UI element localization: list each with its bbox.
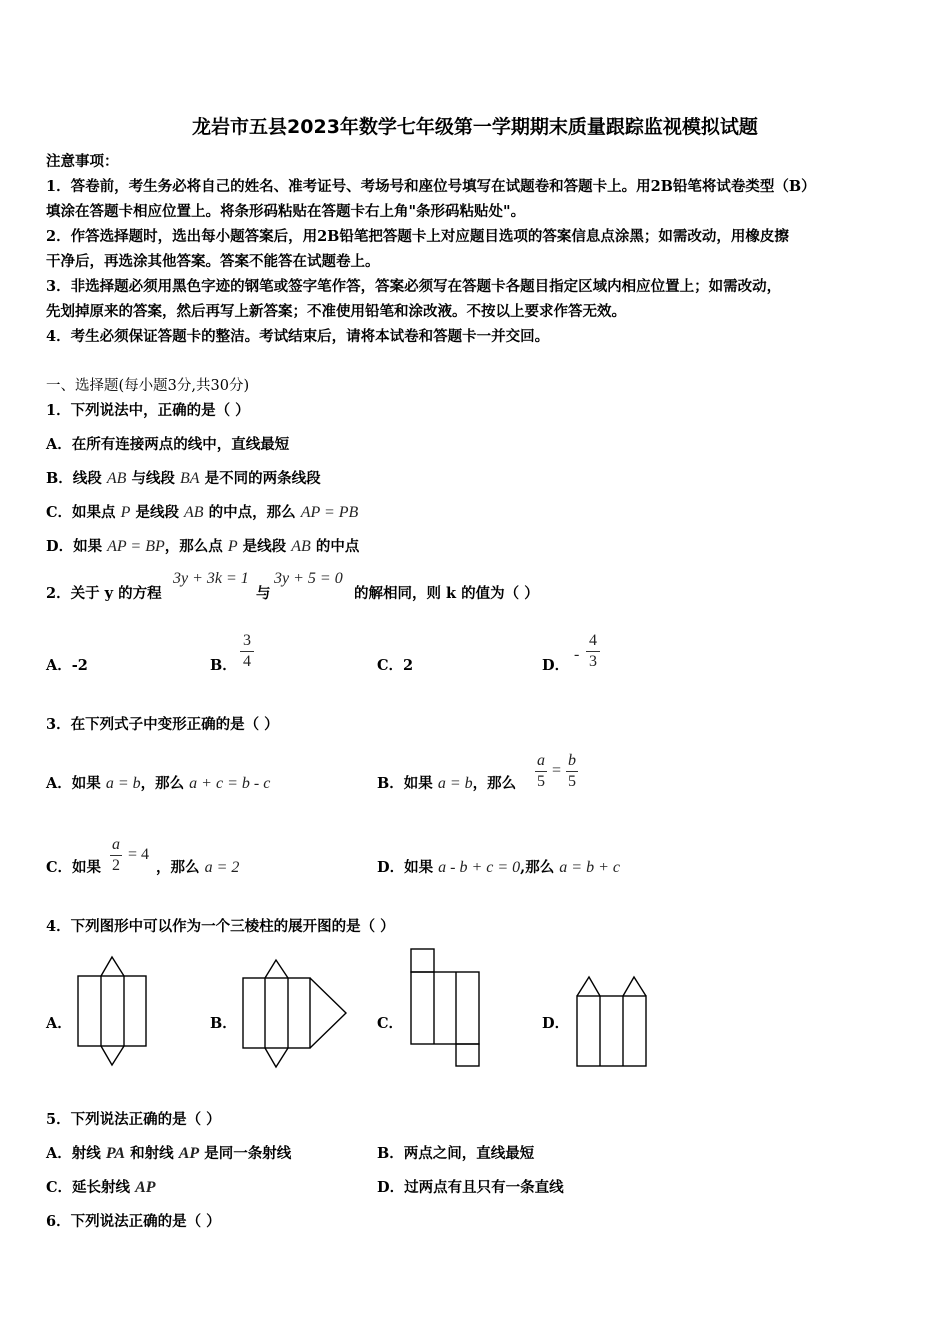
q3-option-b-fraction-2: b 5 [568, 752, 576, 790]
q2-option-d-fraction: 4 3 [586, 632, 600, 671]
page-title: 龙岩市五县2023年数学七年级第一学期期末质量跟踪监视模拟试题 [192, 116, 758, 138]
q5-option-c: C．延长射线 AP [46, 1179, 156, 1196]
q5-option-d: D．过两点有且只有一条直线 [377, 1179, 564, 1196]
question-2-stem-mid: 与 [256, 585, 271, 602]
question-3-stem: 3．在下列式子中变形正确的是（ ） [46, 716, 279, 733]
section-heading: 一、选择题(每小题3分,共30分) [46, 378, 250, 394]
notice-line: 4．考生必须保证答题卡的整洁。考试结束后，请将本试卷和答题卡一并交回。 [46, 328, 550, 345]
q1-option-b: B．线段 AB 与线段 BA 是不同的两条线段 [46, 470, 321, 487]
q3-option-a: A．如果 a = b，那么 a + c = b - c [46, 775, 271, 792]
q2-option-b-label: B． [210, 657, 237, 674]
q3-option-d: D．如果 a - b + c = 0,那么 a = b + c [377, 859, 620, 876]
q4-option-c-label: C． [377, 1015, 404, 1032]
notice-line: 填涂在答题卡相应位置上。将条形码粘贴在答题卡右上角"条形码粘贴处"。 [46, 203, 526, 220]
q3-option-c-equals: = 4 [128, 846, 150, 863]
question-2-stem-pre: 2．关于 y 的方程 [46, 585, 162, 602]
q2-option-b-fraction: 3 4 [240, 632, 254, 671]
q3-option-c-fraction: a 2 [112, 836, 120, 874]
q2-equation-1: 3y + 3k = 1 [173, 570, 249, 587]
question-6-stem: 6．下列说法正确的是（ ） [46, 1213, 221, 1230]
notice-heading: 注意事项： [46, 153, 119, 170]
q3-option-c-post: ，那么 a = 2 [156, 859, 240, 876]
q2-option-c: C．2 [377, 657, 414, 674]
question-1-stem: 1．下列说法中，正确的是（ ） [46, 402, 250, 419]
question-5-stem: 5．下列说法正确的是（ ） [46, 1111, 221, 1128]
q5-option-a: A．射线 PA 和射线 AP 是同一条射线 [46, 1145, 292, 1162]
question-2-stem-post: 的解相同，则 k 的值为（ ） [354, 585, 539, 602]
q5-option-b: B．两点之间，直线最短 [377, 1145, 535, 1162]
notice-line: 干净后，再选涂其他答案。答案不能答在试题卷上。 [46, 253, 380, 270]
q2-option-d-sign: - [574, 646, 580, 663]
q4-option-a-label: A． [46, 1015, 72, 1032]
q2-equation-2: 3y + 5 = 0 [274, 570, 343, 587]
q4-option-d-label: D． [542, 1015, 570, 1032]
notice-line: 2．作答选择题时，选出每小题答案后，用2B铅笔把答题卡上对应题目选项的答案信息点涂黑；如需改动，用橡皮擦 [46, 228, 789, 245]
notice-line: 先划掉原来的答案，然后再写上新答案；不准使用铅笔和涂改液。不按以上要求作答无效。 [46, 303, 626, 320]
q3-option-b-equals: = [552, 762, 562, 779]
q3-option-b: B．如果 a = b，那么 [377, 775, 517, 792]
q1-option-a: A．在所有连接两点的线中，直线最短 [46, 436, 290, 453]
q3-option-c-pre: C．如果 [46, 859, 102, 876]
q1-option-c: C．如果点 P 是线段 AB 的中点，那么 AP = PB [46, 504, 359, 521]
question-4-stem: 4．下列图形中可以作为一个三棱柱的展开图的是（ ） [46, 918, 395, 935]
notice-line: 1．答卷前，考生务必将自己的姓名、准考证号、考场号和座位号填写在试题卷和答题卡上。用2B铅笔将试卷类型（B） [46, 178, 816, 195]
q4-option-b-label: B． [210, 1015, 237, 1032]
notice-line: 3．非选择题必须用黑色字迹的钢笔或签字笔作答，答案必须写在答题卡各题目指定区域内相应位置上；如需改动， [46, 278, 782, 295]
q3-option-b-fraction-1: a 5 [537, 752, 545, 790]
q2-option-a: A．-2 [46, 657, 88, 674]
q2-option-d-label: D． [542, 657, 570, 674]
q1-option-d: D．如果 AP = BP，那么点 P 是线段 AB 的中点 [46, 538, 360, 555]
